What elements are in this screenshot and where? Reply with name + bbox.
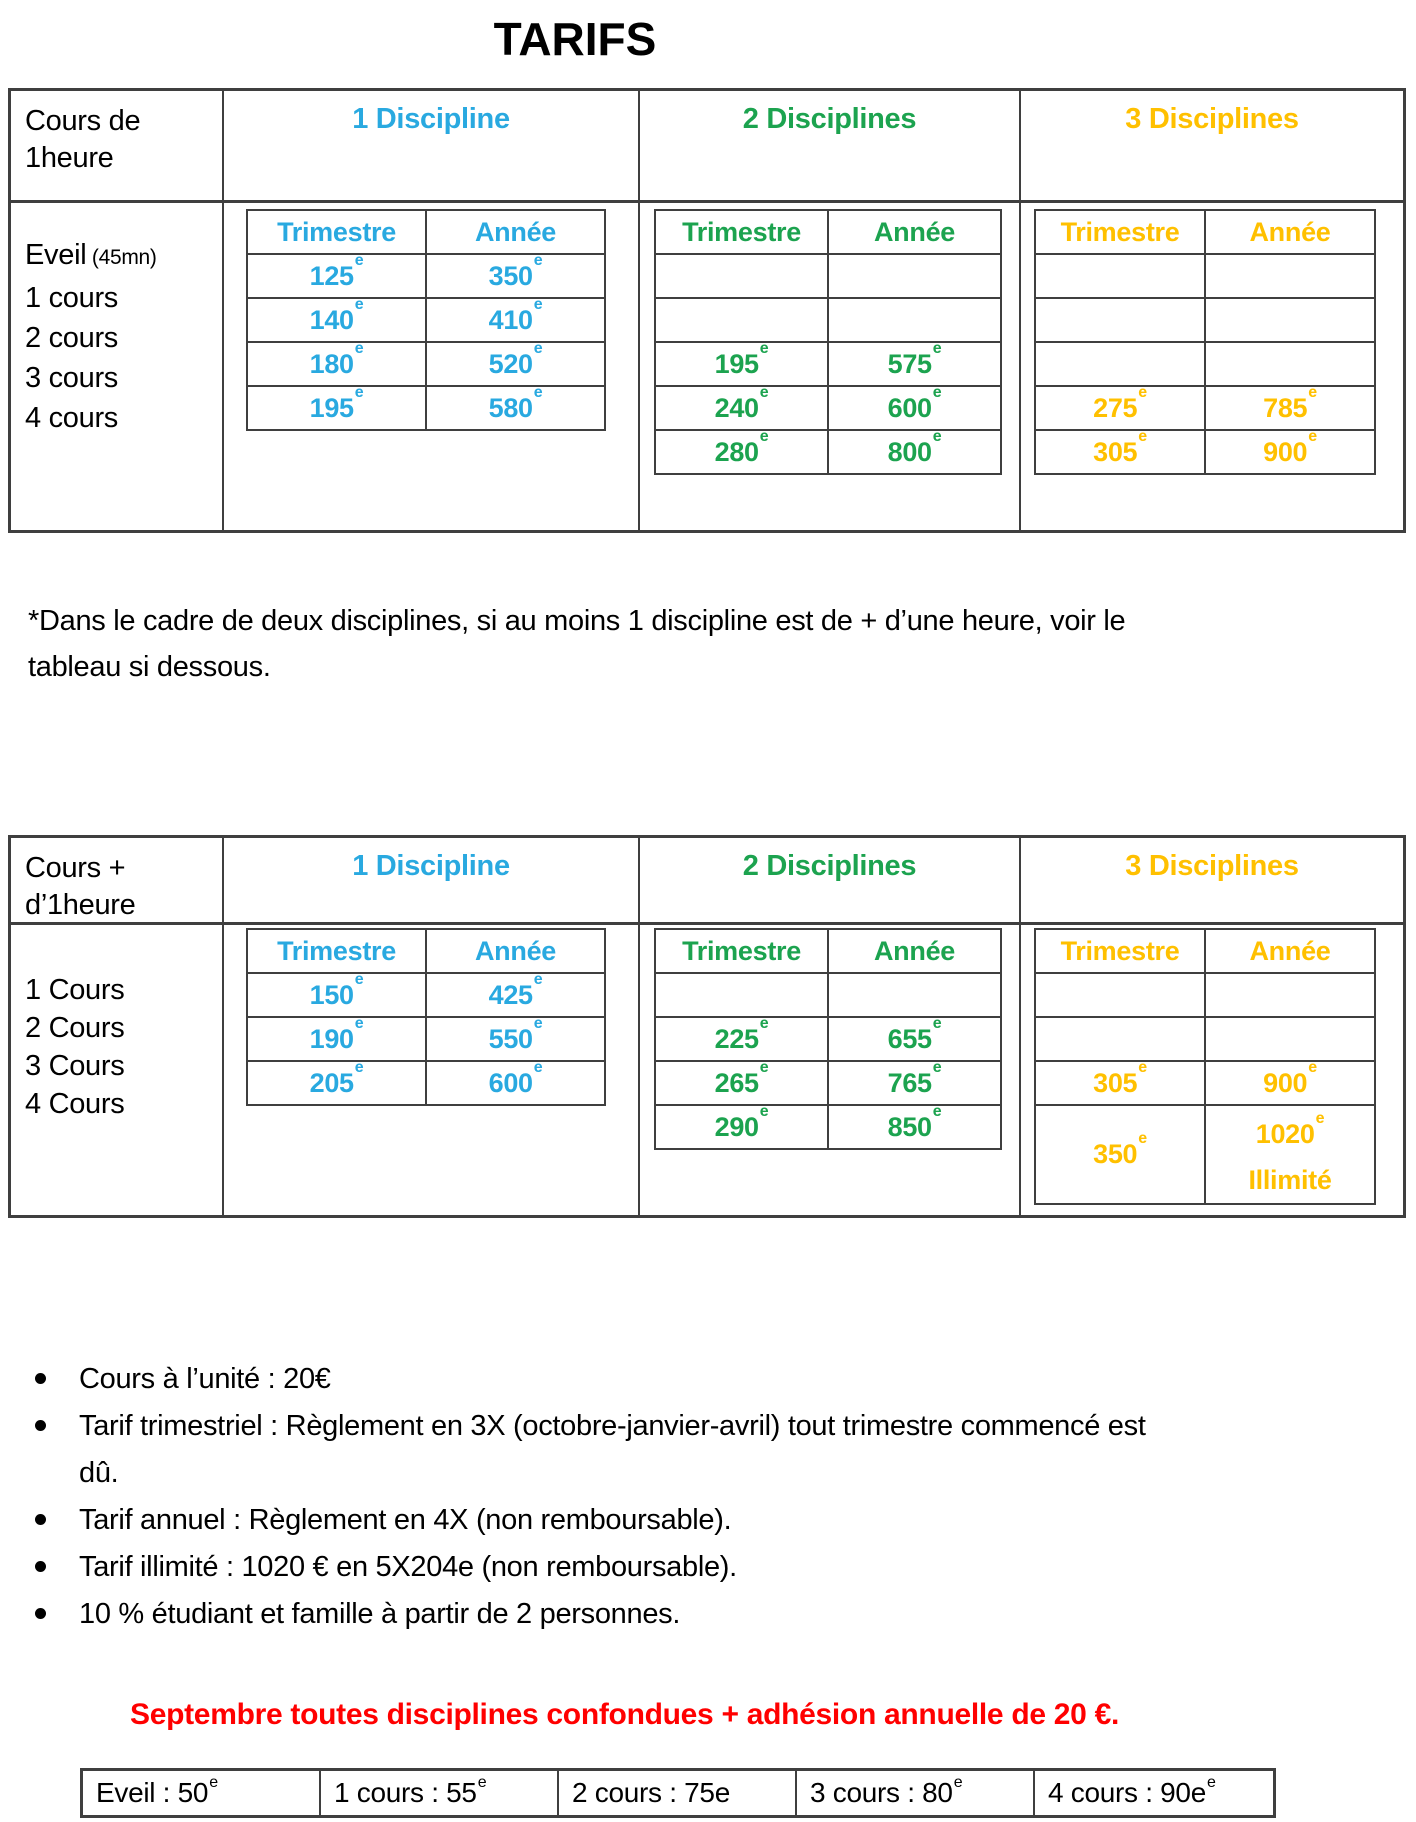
price-row [247,973,605,1017]
price-row [655,1061,1001,1105]
price-cell [1205,427,1375,474]
price-value: 240 [714,392,759,423]
price-section-cell [1021,203,1403,530]
price-value: 350 [488,260,533,291]
september-price-text: Eveil : 50 [96,1777,209,1808]
bullet-dot [35,1373,46,1384]
price-cell [655,298,828,342]
price-value: 280 [714,436,759,467]
price-column-header: Année [1205,929,1375,973]
september-price-cell [797,1771,1035,1815]
section-title-1-discipline: 1 Discipline [224,838,640,925]
price-cell [1035,298,1205,342]
bullet-line: Cours à l’unité : 20€ [79,1363,331,1395]
price-value: 305 [1093,1067,1138,1098]
price-cell [655,1102,828,1149]
superscript-e: e [533,1058,543,1076]
section-title-2-disciplines: 2 Disciplines [640,91,1021,203]
superscript-e: e [354,1058,364,1076]
september-price-cell [1035,1771,1273,1815]
price-table-1h-1discipline [246,209,606,431]
price-value: 205 [309,1067,354,1098]
superscript-e: e [354,251,364,269]
september-highlight-text: Septembre toutes disciplines confondues + adhésion annuelle de 20 €. [130,1698,1120,1731]
price-value: 765 [887,1067,932,1098]
superscript-e: e [533,1014,543,1032]
price-table-plus1h-1discipline [246,928,606,1106]
price-cell [247,1014,426,1061]
price-column-header: Trimestre [247,210,426,254]
superscript-e: e [533,339,543,357]
course-count-text: 1 Cours [25,974,125,1006]
price-column-header: Trimestre [655,210,828,254]
price-cell [426,251,605,298]
superscript-e: e [1315,1110,1325,1127]
corner-label-line: Cours + [25,852,126,884]
bullet-text [79,1497,731,1544]
price-section-cell [640,925,1021,1215]
price-value: 410 [488,304,533,335]
price-value: 600 [488,1067,533,1098]
price-row [1035,973,1375,1017]
superscript-e: e [1138,427,1147,445]
price-cell [828,383,1001,430]
bullet-line: Tarif trimestriel : Règlement en 3X (octobre-janvier-avril) tout trimestre commencé est [79,1410,1146,1442]
course-count-label [11,1009,222,1047]
bullet-dot [35,1608,46,1619]
price-cell [426,970,605,1017]
price-cell [426,339,605,386]
superscript-e: e [932,339,942,357]
section-title-3-disciplines: 3 Disciplines [1021,838,1403,925]
conditions-bullet-list [35,1356,1155,1638]
price-row [247,1017,605,1061]
superscript-e: e [932,1102,942,1120]
price-row [247,386,605,430]
price-column-header: Trimestre [1035,210,1205,254]
bullet-text [79,1544,737,1591]
price-value: 150 [309,979,354,1010]
two-disciplines-note [28,598,1125,690]
superscript-e: e [759,339,769,357]
course-count-label [11,1047,222,1085]
price-row [247,254,605,298]
superscript-e: e [1308,1058,1317,1076]
price-table-plus1h-2disciplines [654,928,1002,1150]
course-count-label [11,278,222,318]
price-value: 290 [714,1111,759,1142]
pricing-table-over-1hour [8,835,1406,1218]
course-count-labels [11,925,224,1215]
price-value: 195 [309,392,354,423]
september-price-text: 3 cours : 80 [810,1777,953,1808]
price-value: 125 [309,260,354,291]
price-row [1035,1061,1375,1105]
price-line: Illimité [1248,1165,1332,1195]
price-row [655,298,1001,342]
price-cell [828,973,1001,1017]
price-cell [247,251,426,298]
price-value: 180 [309,348,354,379]
bullet-item [35,1497,1155,1544]
price-cell [1035,254,1205,298]
superscript-e: e [932,1014,942,1032]
price-cell [828,1058,1001,1105]
superscript-e: e [354,1014,364,1032]
bullet-text [79,1356,331,1403]
price-value: 800 [887,436,932,467]
section-title-2-disciplines: 2 Disciplines [640,838,1021,925]
price-value: 520 [488,348,533,379]
price-row [1035,298,1375,342]
corner-label-line: 1heure [25,142,114,174]
superscript-e: e [354,295,364,313]
superscript-e: e [1138,383,1147,401]
superscript-e: e [759,383,769,401]
section-title-3-disciplines: 3 Disciplines [1021,91,1403,203]
note-line: tableau si dessous. [28,651,271,683]
superscript-e: e [1138,1058,1147,1076]
september-price-text: 2 cours : 75e [572,1777,730,1808]
september-price-text: 1 cours : 55 [334,1777,477,1808]
corner-label-over-1hour [11,838,224,925]
section-title-1-discipline: 1 Discipline [224,91,640,203]
price-value: 265 [714,1067,759,1098]
price-cell [828,427,1001,474]
price-value: 850 [887,1111,932,1142]
price-cell [655,973,828,1017]
price-value: 350 [1093,1139,1138,1169]
price-row [1035,342,1375,386]
september-price-table [80,1768,1276,1818]
corner-label-line: Cours de [25,105,141,137]
price-row [1035,254,1375,298]
superscript-e: e [932,427,942,445]
price-value: 900 [1263,1067,1308,1098]
price-cell [655,1058,828,1105]
superscript-e: e [759,1058,769,1076]
price-cell [1205,383,1375,430]
price-value: 580 [488,392,533,423]
price-table-plus1h-3disciplines [1034,928,1376,1205]
price-column-header: Année [828,929,1001,973]
page-title: TARIFS [493,13,657,65]
superscript-e: e [1308,427,1317,445]
superscript-e: e [759,427,769,445]
course-count-label [11,1085,222,1123]
price-cell [426,383,605,430]
price-section-cell [640,203,1021,530]
bullet-item [35,1591,1155,1638]
price-cell [828,1014,1001,1061]
price-column-header: Année [426,210,605,254]
price-row [1035,430,1375,474]
price-row [1035,1105,1375,1204]
superscript-e: e [533,251,543,269]
price-cell [1205,342,1375,386]
pricing-table-1hour [8,88,1406,533]
price-header-row [1035,929,1375,973]
corner-label-line: d’1heure [25,889,136,921]
price-row [655,386,1001,430]
superscript-e: e [354,339,364,357]
price-cell [426,1058,605,1105]
price-row [1035,1017,1375,1061]
price-column-header: Année [828,210,1001,254]
superscript-e: e [932,383,942,401]
bullet-dot [35,1514,46,1525]
course-count-text: 2 cours [25,322,118,354]
price-header-row [247,210,605,254]
price-header-row [1035,210,1375,254]
bullet-item [35,1356,1155,1403]
price-cell [1035,342,1205,386]
price-cell [1205,254,1375,298]
superscript-e: e [354,383,364,401]
bullet-line: Tarif annuel : Règlement en 4X (non remboursable). [79,1504,732,1536]
bullet-item [35,1403,1155,1497]
superscript-e: e [759,1014,769,1032]
superscript-e: e [209,1774,218,1791]
price-cell [655,383,828,430]
price-cell [1035,427,1205,474]
bullet-text [79,1403,1146,1497]
price-value: 140 [309,304,354,335]
price-row [1035,386,1375,430]
price-value: 575 [887,348,932,379]
price-cell [1205,1105,1375,1204]
price-value: 785 [1263,392,1308,423]
price-cell [1035,1105,1205,1204]
course-count-text: 3 Cours [25,1050,125,1082]
price-cell [655,339,828,386]
price-cell [828,298,1001,342]
price-column-header: Trimestre [247,929,426,973]
bullet-dot [35,1420,46,1431]
price-line [1206,1106,1374,1157]
price-cell [426,1014,605,1061]
course-count-label [11,235,222,278]
bullet-item [35,1544,1155,1591]
course-count-label [11,971,222,1009]
price-section-cell [224,925,640,1215]
price-cell [1035,973,1205,1017]
price-cell [247,295,426,342]
price-value: 600 [887,392,932,423]
price-value: 195 [714,348,759,379]
price-column-header: Année [1205,210,1375,254]
september-price-cell [321,1771,559,1815]
price-cell [828,1102,1001,1149]
bullet-line: 10 % étudiant et famille à partir de 2 personnes. [79,1598,681,1630]
price-header-row [247,929,605,973]
bullet-line: dû. [79,1457,119,1489]
bullet-text [79,1591,680,1638]
price-value: 1020 [1255,1119,1315,1149]
price-column-header: Année [426,929,605,973]
september-price-text: 4 cours : 90e [1048,1777,1206,1808]
course-count-label [11,358,222,398]
superscript-e: e [1308,383,1317,401]
price-header-row [655,929,1001,973]
bullet-line: Tarif illimité : 1020 € en 5X204e (non remboursable). [79,1551,737,1583]
price-cell [247,383,426,430]
note-line: *Dans le cadre de deux disciplines, si au moins 1 discipline est de + d’une heure, voir le [28,605,1126,637]
course-count-text: Eveil [25,239,87,271]
price-value: 655 [887,1023,932,1054]
price-cell [655,427,828,474]
price-row [655,342,1001,386]
price-value: 225 [714,1023,759,1054]
price-cell [426,295,605,342]
price-section-cell [224,203,640,530]
price-row [247,298,605,342]
superscript-e: e [932,1058,942,1076]
price-row [655,973,1001,1017]
superscript-e: e [1206,1774,1216,1791]
price-cell [1035,383,1205,430]
price-value: 305 [1093,436,1138,467]
course-count-text: 3 cours [25,362,118,394]
price-row [655,1105,1001,1149]
superscript-e: e [533,295,543,313]
superscript-e: e [477,1774,487,1791]
price-cell [655,254,828,298]
price-header-row [655,210,1001,254]
bullet-dot [35,1561,46,1572]
september-price-cell [559,1771,797,1815]
september-price-cell [83,1771,321,1815]
course-count-label [11,398,222,438]
superscript-e: e [953,1774,963,1791]
price-cell [1035,1058,1205,1105]
price-cell [1205,298,1375,342]
price-cell [247,1058,426,1105]
price-table-1h-3disciplines [1034,209,1376,475]
superscript-e: e [1138,1130,1147,1147]
price-cell [1035,1017,1205,1061]
course-count-text: 1 cours [25,282,118,314]
superscript-e: e [533,970,543,988]
price-cell [1205,1058,1375,1105]
course-count-text: 4 Cours [25,1088,125,1120]
price-cell [247,970,426,1017]
course-count-text: 4 cours [25,402,118,434]
course-duration-text: (45mn) [86,246,157,269]
price-section-cell [1021,925,1403,1215]
price-value: 900 [1263,436,1308,467]
price-row [655,1017,1001,1061]
price-cell [1205,973,1375,1017]
price-row [655,430,1001,474]
price-value: 425 [488,979,533,1010]
price-row [655,254,1001,298]
price-table-1h-2disciplines [654,209,1002,475]
price-column-header: Trimestre [1035,929,1205,973]
price-column-header: Trimestre [655,929,828,973]
course-count-labels [11,203,224,530]
price-value: 275 [1093,392,1138,423]
price-value: 550 [488,1023,533,1054]
superscript-e: e [354,970,364,988]
price-row [247,342,605,386]
superscript-e: e [533,383,543,401]
price-value: 190 [309,1023,354,1054]
course-count-label [11,318,222,358]
corner-label-1hour [11,91,224,203]
course-count-text: 2 Cours [25,1012,125,1044]
price-cell [1205,1017,1375,1061]
price-cell [655,1014,828,1061]
price-cell [247,339,426,386]
price-cell [828,339,1001,386]
price-row [247,1061,605,1105]
price-cell [828,254,1001,298]
superscript-e: e [759,1102,769,1120]
